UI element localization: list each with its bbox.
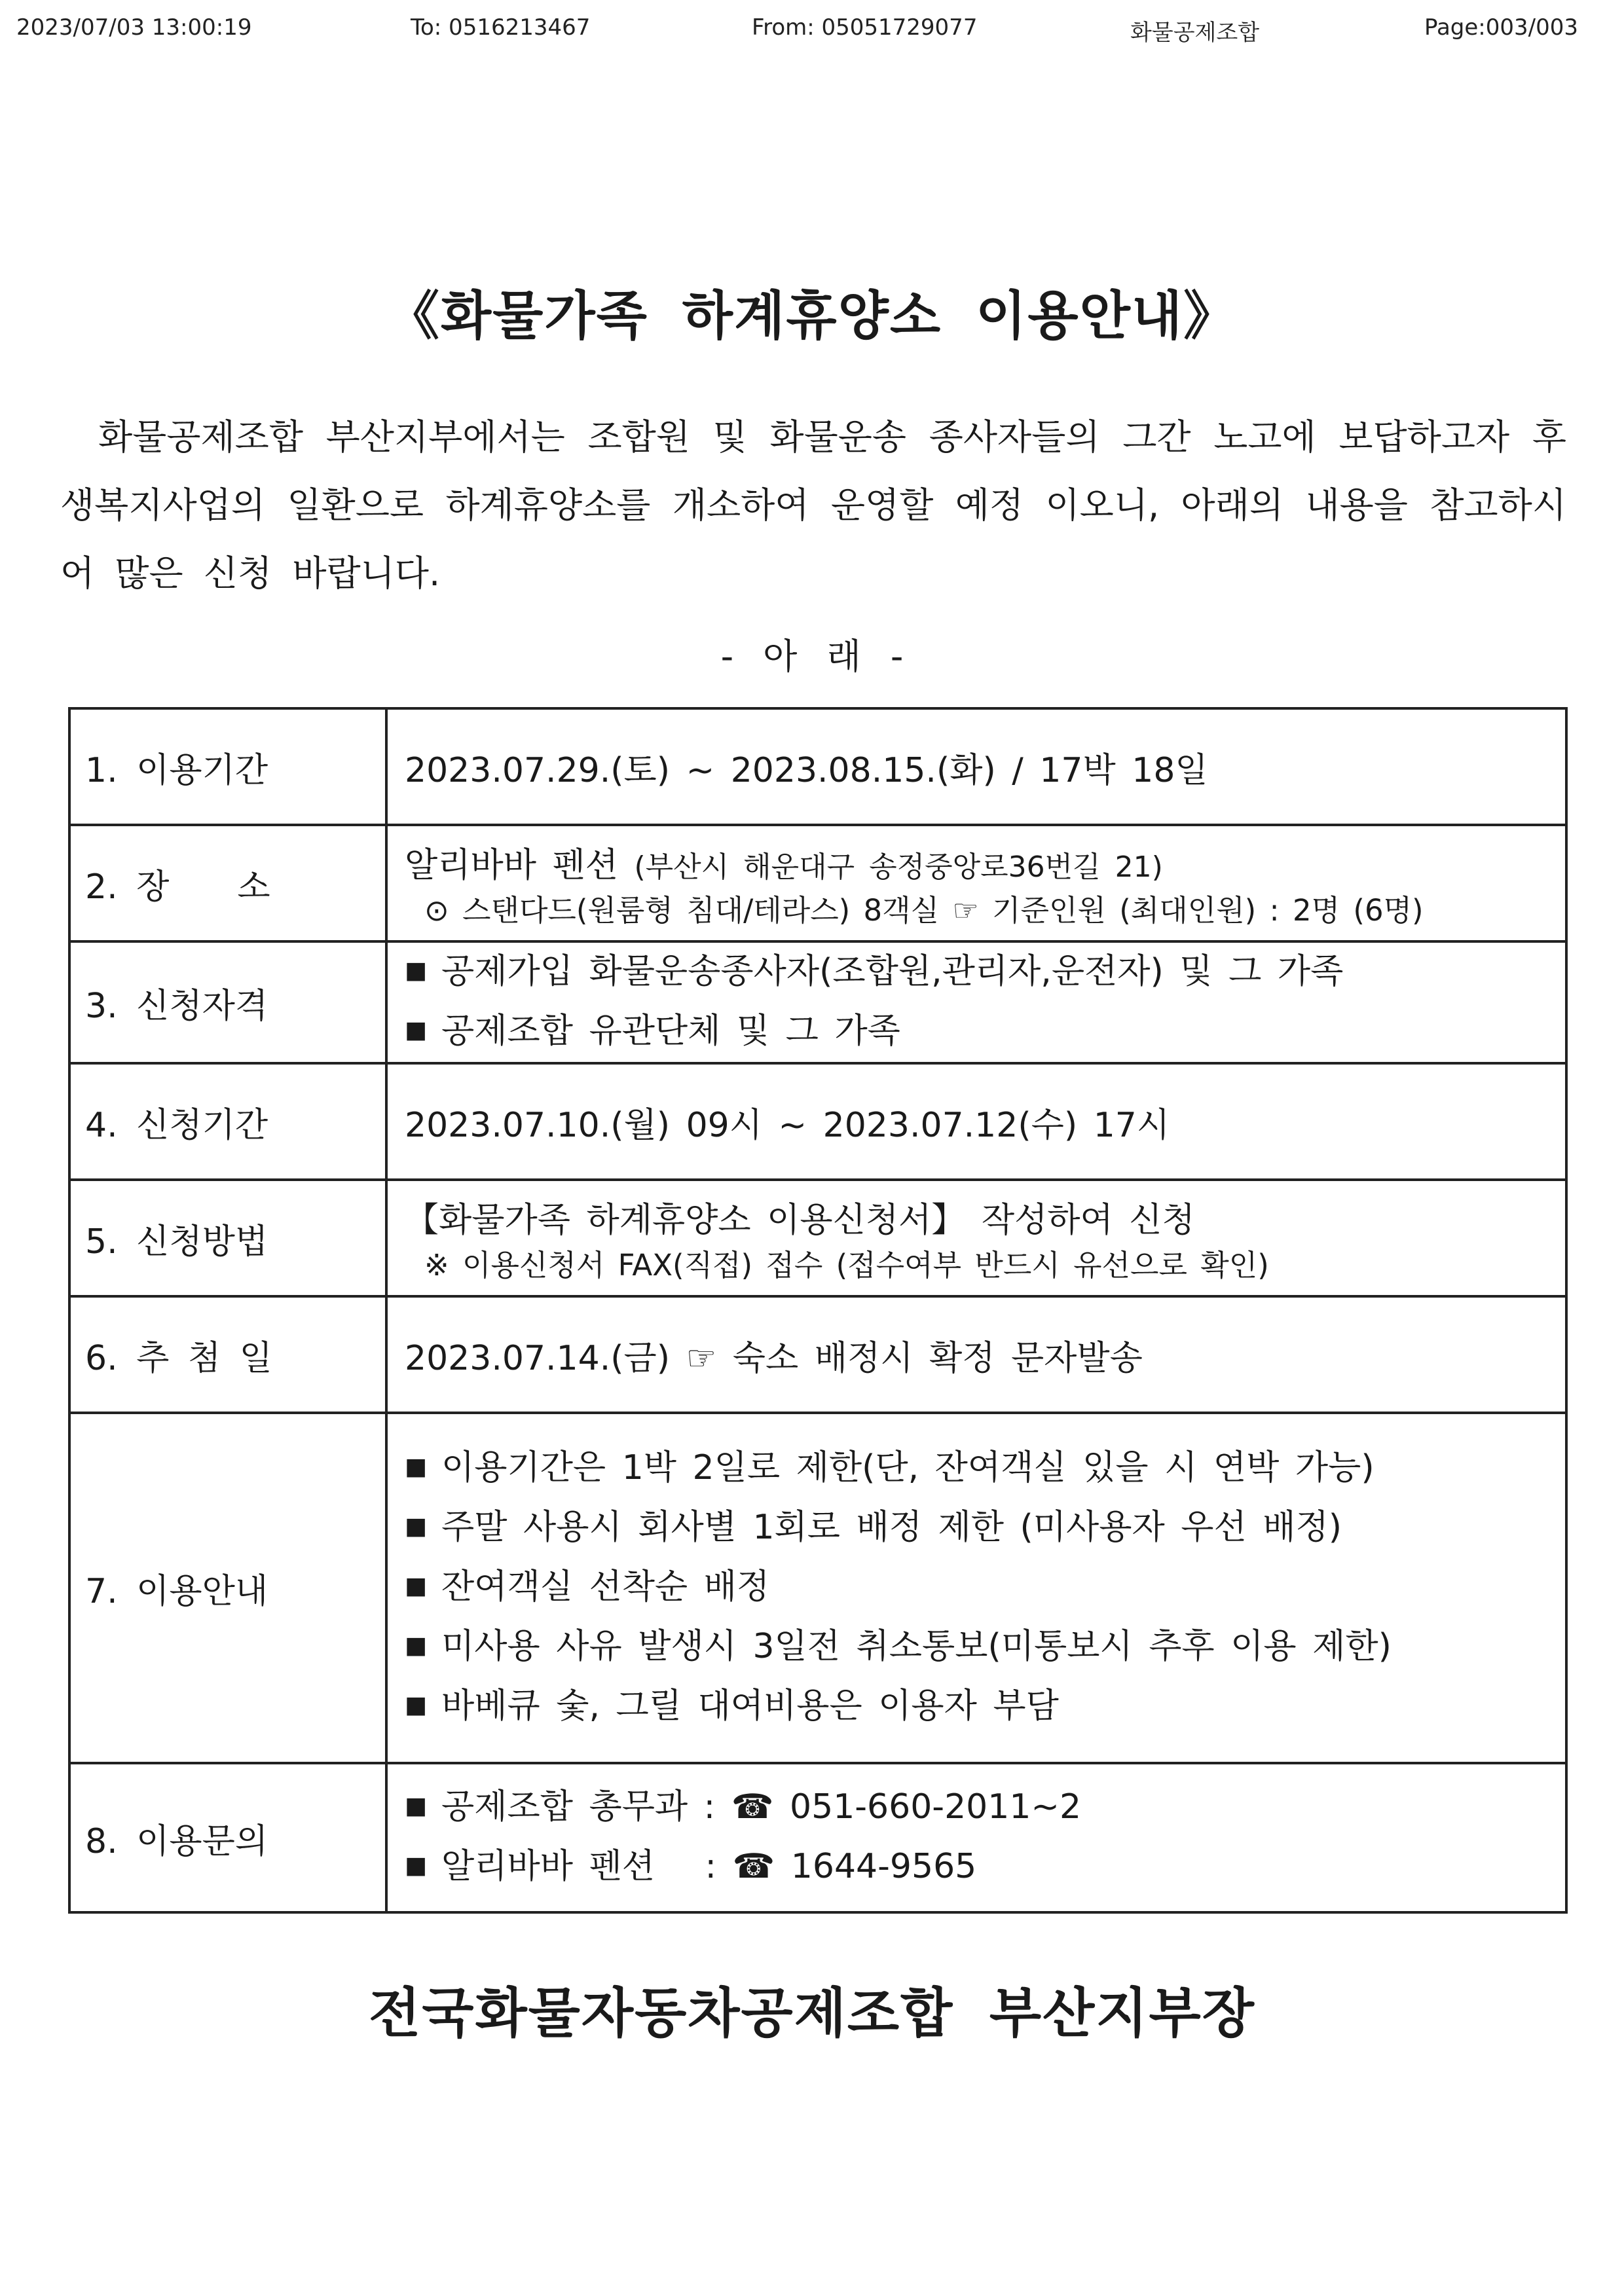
row-value xyxy=(386,1413,1566,1763)
row-value xyxy=(386,1063,1566,1180)
table-row xyxy=(69,708,1566,825)
row-label: 8. 이용문의 xyxy=(69,1763,386,1912)
bullet-icon: ■ xyxy=(405,1692,428,1719)
list-item: ■ 공제가입 화물운송종사자(조합원,관리자,운전자) 및 그 가족 xyxy=(405,943,1559,1002)
bullet-icon: ■ xyxy=(405,957,428,984)
table-row xyxy=(69,1763,1566,1912)
fax-organization: 화물공제조합 xyxy=(1130,20,1260,46)
intro-paragraph: 화물공제조합 부산지부에서는 조합원 및 화물운송 종사자들의 그간 노고에 보답하고자 후생복지사업의 일환으로 하계휴양소를 개소하여 운영할 예정 이오니, 아래의 내용을 참고하시어 많은 신청 바랍니다. xyxy=(60,416,1566,594)
document-title: 《화물가족 하계휴양소 이용안내》 xyxy=(386,285,1238,346)
bullet-icon: ■ xyxy=(405,1632,428,1659)
bullet-icon: ■ xyxy=(405,1793,428,1819)
table-row xyxy=(69,1063,1566,1180)
list-item: ■ 공제조합 유관단체 및 그 가족 xyxy=(405,1002,1559,1062)
fax-from: From: 05051729077 xyxy=(752,14,978,41)
fax-datetime: 2023/07/03 13:00:19 xyxy=(16,14,252,41)
fax-header xyxy=(0,14,1624,47)
row-label: 1. 이용기간 xyxy=(69,708,386,825)
bullet-icon: ■ xyxy=(405,1852,428,1879)
application-note: ※ 이용신청서 FAX(직접) 접수 (접수여부 반드시 유선으로 확인) xyxy=(424,1248,1269,1283)
row-value xyxy=(386,708,1566,825)
list-item: ■ 바베큐 숯, 그릴 대여비용은 이용자 부담 xyxy=(405,1677,1559,1737)
row-label: 4. 신청기간 xyxy=(69,1063,386,1180)
table-row xyxy=(69,1296,1566,1413)
row-value xyxy=(386,1763,1566,1912)
table-row xyxy=(69,1180,1566,1296)
notice-separator: - 아 래 - xyxy=(720,636,904,677)
lottery-date: 2023.07.14.(금) ☞ 숙소 배정시 확정 문자발송 xyxy=(405,1338,1143,1378)
bullet-icon: ■ xyxy=(405,1017,428,1044)
row-label: 2. 장 소 xyxy=(69,825,386,941)
list-item: ■ 미사용 사유 발생시 3일전 취소통보(미통보시 추후 이용 제한) xyxy=(405,1618,1559,1677)
row-label: 6. 추 첨 일 xyxy=(69,1296,386,1413)
bullet-icon: ■ xyxy=(405,1453,428,1480)
row-label: 3. 신청자격 xyxy=(69,941,386,1063)
row-label: 7. 이용안내 xyxy=(69,1413,386,1763)
row-value xyxy=(386,1296,1566,1413)
usage-period: 2023.07.29.(토) ~ 2023.08.15.(화) / 17박 18일 xyxy=(405,750,1208,790)
room-info: ⊙ 스탠다드(원룸형 침대/테라스) 8객실 ☞ 기준인원 (최대인원) : 2명 (6명) xyxy=(424,893,1424,928)
row-value xyxy=(386,825,1566,941)
table-row xyxy=(69,825,1566,941)
application-method: 【화물가족 하계휴양소 이용신청서】 작성하여 신청 xyxy=(405,1201,1195,1240)
bullet-icon: ■ xyxy=(405,1573,428,1599)
info-table xyxy=(68,707,1568,1914)
fax-page-number: Page:003/003 xyxy=(1424,14,1579,41)
list-item: ■ 공제조합 총무과 : ☎ 051-660-2011~2 xyxy=(405,1778,1559,1838)
place-name: 알리바바 펜션 xyxy=(405,846,618,885)
row-label: 5. 신청방법 xyxy=(69,1180,386,1296)
list-item: ■ 잔여객실 선착순 배정 xyxy=(405,1558,1559,1618)
table-row xyxy=(69,1413,1566,1763)
place-address: (부산시 해운대구 송정중앙로36번길 21) xyxy=(634,850,1163,884)
signature: 전국화물자동차공제조합 부산지부장 xyxy=(369,1982,1255,2045)
list-item: ■ 이용기간은 1박 2일로 제한(단, 잔여객실 있을 시 연박 가능) xyxy=(405,1439,1559,1499)
row-value xyxy=(386,1180,1566,1296)
list-item: ■ 알리바바 펜션 : ☎ 1644-9565 xyxy=(405,1838,1559,1897)
application-period: 2023.07.10.(월) 09시 ~ 2023.07.12(수) 17시 xyxy=(405,1105,1170,1145)
table-row xyxy=(69,941,1566,1063)
bullet-icon: ■ xyxy=(405,1513,428,1540)
fax-to: To: 0516213467 xyxy=(411,14,591,41)
list-item: ■ 주말 사용시 회사별 1회로 배정 제한 (미사용자 우선 배정) xyxy=(405,1499,1559,1558)
row-value xyxy=(386,941,1566,1063)
